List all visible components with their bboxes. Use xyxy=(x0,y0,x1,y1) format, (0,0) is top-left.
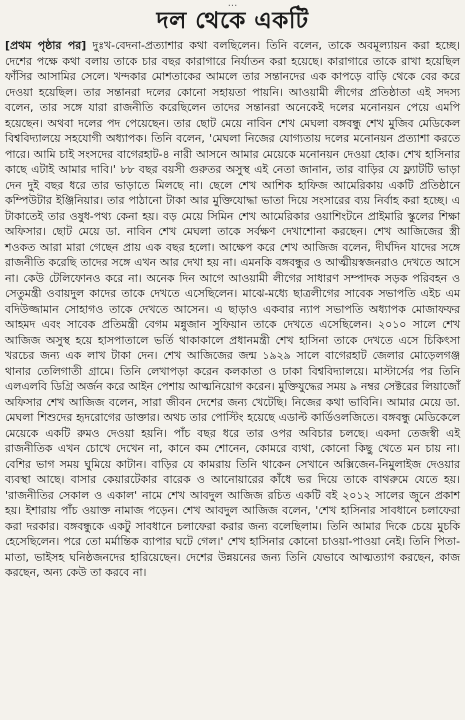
jump-label: [প্রথম পৃষ্ঠার পর] xyxy=(5,39,87,52)
article-text: দুঃখ-বেদনা-প্রত্যাশার কথা বলছিলেন। তিনি বলেন, তাকে অবমূল্যায়ন করা হচ্ছে। দেশের পক্ষে কথা বলায় তাকে চার বছর কারাগারে নির্যাতন করা হয়েছে। কারাগারে তাকে রাখা হয়েছিল ফাঁসির আসামির সেলে। খন্দকার মোশতাকের আমলে তার সন্তানদের এক কাপড়ে বাড়ি থেকে বের করে দেওয়া হয়েছিল। তার সন্তানরা দলের কোনো সহায়তা পায়নি। আওয়ামী লীগের প্রতিষ্ঠাতা এই সদস্য বলেন, তার সঙ্গে যারা রাজনীতি করেছিলেন তাদের সন্তানরা অনেকেই দলের মনোনয়ন পেয়ে এমপি হয়েছেন। অথবা দলের পদ পেয়েছেন। তার ছোট মেয়ে নাবিন শেখ মেঘলা বঙ্গবন্ধু শেখ মুজিব মেডিকেল বিশ্ববিদ্যালয়ে সহযোগী অধ্যাপক। তিনি বলেন, 'মেঘলা নিজের যোগ্যতায় দলের মনোনয়ন প্রত্যাশা করতে পারে। আমি চাই সংসদের বাগেরহাট-৪ নারী আসনে আমার মেয়েকে মনোনয়ন দেওয়া হোক। শেখ হাসিনার কাছে এটাই আমার দাবি।' ৮৮ বছর বয়সী গুরুতর অসুস্থ এই নেতা জানান, তার বাড়ির যে ফ্ল্যাটটি ভাড়া দেন দুই বছর ধরে তার ভাড়াতে মিলছে না। ছেলে শেখ আশিক হাফিজ আমেরিকায় একটি প্রতিষ্ঠানে কম্পিউটার ইঞ্জিনিয়ার। তার পাঠানো টাকা আর মুক্তিযোদ্ধা ভাতা দিয়ে সংসারের ব্যয় নির্বাহ করা হচ্ছে। এ টাকাতেই তার ওষুধ-পথ্য কেনা হয়। বড় মেয়ে সিমিন শেখ আমেরিকার ওয়াশিংটনে প্রাইমারি স্কুলের শিক্ষা অফিসার। ছোট মেয়ে ডা. নাবিন শেখ মেঘলা তাকে সর্বক্ষণ দেখাশোনা করছেন। শেখ আজিজের স্ত্রী শওকত আরা মারা গেছেন প্রায় এক বছর হলো। আক্ষেপ করে শেখ আজিজ বলেন, দীর্ঘদিন যাদের সঙ্গে রাজনীতি করেছি তাদের সঙ্গে এখন আর দেখা হয় না। এমনকি বঙ্গবন্ধুর ও আত্মীয়স্বজনরাও দেখতে আসে না। কেউ টেলিফোনও করে না। অনেক দিন আগে আওয়ামী লীগের সাধারণ সম্পাদক সড়ক পরিবহন ও সেতুমন্ত্রী ওবায়দুল কাদের তাকে দেখতে এসেছিলেন। মাঝে-মধ্যে ছাত্রলীগের সাবেক সভাপতি এইচ এম বদিউজ্জামান সোহাগও তাকে দেখতে আসেন। এ ছাড়াও একবার ন্যাপ সভাপতি অধ্যাপক মোজাফফর আহমদ এবং সাবেক প্রতিমন্ত্রী বেগম মন্নুজান সুফিয়ান তাকে দেখতে এসেছিলেন। ২০১০ সালে শেখ আজিজ অসুস্থ হয়ে হাসপাতালে ভর্তি থাকাকালে প্রধানমন্ত্রী শেখ হাসিনা তাকে দেখতে এসে চিকিৎসা খরচের জন্য এক লাখ টাকা দেন। শেখ আজিজের জন্ম ১৯২৯ সালে বাগেরহাট জেলার মোড়েলগঞ্জ থানার তেলিগাতী গ্রামে। তিনি লেখাপড়া করেন কলকাতা ও ঢাকা বিশ্ববিদ্যালয়ে। মাস্টার্সের পর তিনি এলএলবি ডিগ্রি অর্জন করে আইন পেশায় আত্মনিয়োগ করেন। মুক্তিযুদ্ধের সময় ৯ নম্বর সেক্টরের লিয়াজোঁ অফিসার শেখ আজিজ বলেন, সারা জীবন দেশের জন্য খেটেছি। নিজের কথা ভাবিনি। আমার মেয়ে ডা. মেঘলা শিশুদের হৃদরোগের ডাক্তার। অথচ তার পোস্টিং হয়েছে এডাল্ট কার্ডিওলজিতে। বঙ্গবন্ধু মেডিকেলে মেয়েকে একটি রুমও দেওয়া হয়নি। পাঁচ বছর ধরে তার ওপর অবিচার চলছে। একদা তেজস্বী এই রাজনীতিক এখন চোখে দেখেন না, কানে কম শোনেন, কোমরে ব্যথা, কোনো কিছু খেতে মন চায় না। বেশির ভাগ সময় ঘুমিয়ে কাটান। বাড়ির যে কামরায় তিনি থাকেন সেখানে অক্সিজেন-নিমুলাইজ দেওয়ার ব্যবস্থা আছে। বাসার কেয়ারটেকার বারেক ও আনোয়ারের কাঁধে ভর দিয়ে তাকে বাথরুমে যেতে হয়। 'রাজনীতির সেকাল ও একাল' নামে শেখ আবদুল আজিজ রচিত একটি বই ২০১২ সালের জুনে প্রকাশ হয়। ইশারায় পাঁচ ওয়াক্ত নামাজ পড়েন। শেখ আবদুল আজিজ বলেন, 'শেখ হাসিনার সাবধানে চলাফেরা করা দরকার। বঙ্গবন্ধুকে একটু সাবধানে চলাফেরা করার জন্য বলেছিলাম। তিনি আমার দিকে চেয়ে মুচকি হেসেছিলেন। পরে তো মর্মান্তিক ব্যাপার ঘটে গেল।' শেখ হাসিনার কোনো চাওয়া-পাওয়া নেই। তিনি পিতা-মাতা, ভাইসহ ঘনিষ্ঠজনদের হারিয়েছেন। দেশের উন্নয়নের জন্য তিনি যেভাবে আত্মত্যাগ করছেন, কাজ করছেন, অন্য কেউ তা করবে না। xyxy=(5,39,460,579)
headline: দল থেকে একটি xyxy=(156,7,309,34)
cropped-top-line: ... xyxy=(227,0,238,6)
article-body xyxy=(5,38,460,581)
